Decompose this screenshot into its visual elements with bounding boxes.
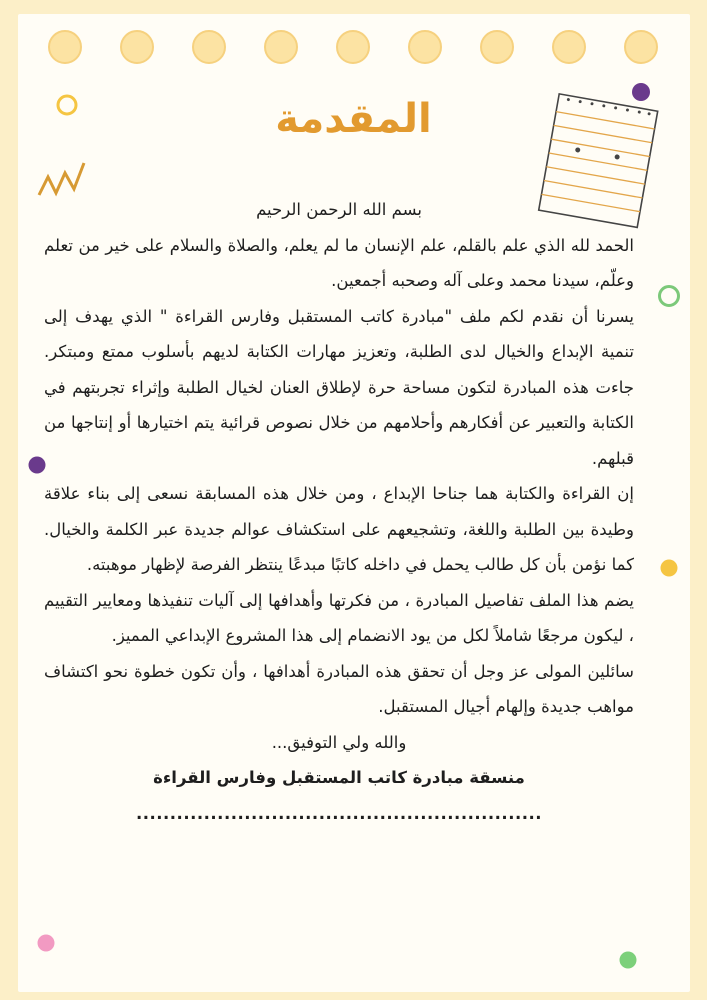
signature-dotted-line: ............................................................ [135,803,543,823]
basmala: بسم الله الرحمن الرحيم [256,200,422,219]
binder-hole [336,30,370,64]
signature: منسقة مبادرة كاتب المستقبل وفارس القراءة [153,768,525,787]
binder-hole [264,30,298,64]
binder-hole [120,30,154,64]
paragraph: الحمد لله الذي علم بالقلم، علم الإنسان ما لم يعلم، والصلاة والسلام على خير من تعلم وعلّم، سيدنا محمد وعلى آله وصحبه أجمعين. [44,235,634,290]
binder-hole [408,30,442,64]
green-dot-icon [618,950,638,970]
yellow-dot-icon [659,558,679,578]
paragraph: سائلين المولى عز وجل أن تحقق هذه المبادرة أهدافها ، وأن تكون خطوة نحو اكتشاف مواهب جديدة وإلهام أجيال المستقبل. [44,661,634,716]
page-title: المقدمة [275,96,432,142]
binder-hole [192,30,226,64]
closing-line: والله ولي التوفيق... [271,732,407,752]
green-ring-icon [656,283,682,309]
intro-text [44,192,634,831]
paragraph: إن القراءة والكتابة هما جناحا الإبداع ، ومن خلال هذه المسابقة نسعى إلى بناء علاقة وطيدة بين الطلبة واللغة، وتشجيعهم على استكشاف عوالم جديدة عبر الكلمة والخيال. كما نؤمن بأن كل طالب يحمل في داخله كاتبًا مبدعًا ينتظر الفرصة لإظهار موهبته. [44,484,634,574]
pink-dot-icon [36,933,56,953]
paragraph: يسرنا أن نقدم لكم ملف "مبادرة كاتب المستقبل وفارس القراءة " الذي يهدف إلى تنمية الإبداع والخيال لدى الطلبة، وتعزيز مهارات الكتابة لديهم بأسلوب ممتع ومبتكر. جاءت هذه المبادرة لتكون مساحة حرة لإطلاق العنان لخيال الطلبة وإثراء تجربتهم في الكتابة والتعبير عن أفكارهم وأحلامهم من خلال نصوص قرائية يتم اختيارها أو إنتاجها من قبلهم. [44,306,634,468]
binder-hole [48,30,82,64]
binder-hole [624,30,658,64]
binder-hole [552,30,586,64]
binder-hole [480,30,514,64]
paragraph: يضم هذا الملف تفاصيل المبادرة ، من فكرتها وأهدافها إلى آليات تنفيذها ومعايير التقييم ، ليكون مرجعًا شاملاً لكل من يود الانضمام إلى هذا المشروع الإبداعي المميز. [44,590,634,645]
